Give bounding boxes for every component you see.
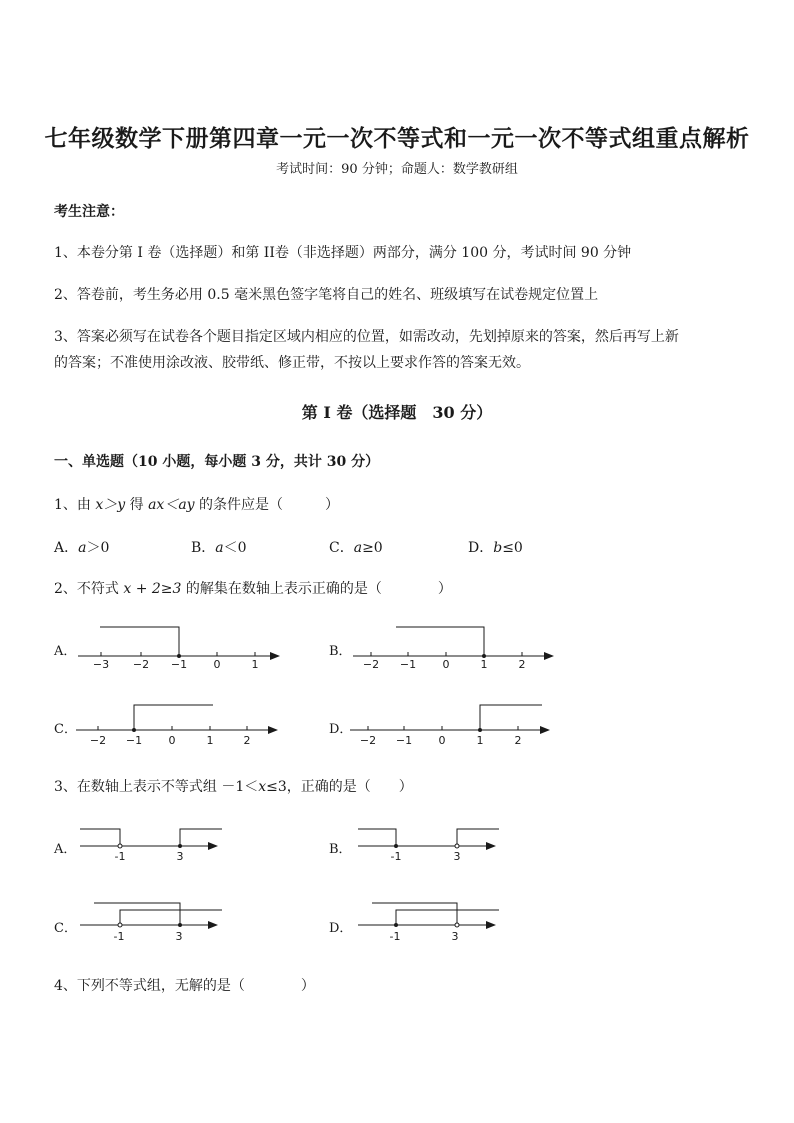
q1-condition-1: x＞y	[95, 497, 126, 513]
page-title: 七年级数学下册第四章一元一次不等式和一元一次不等式组重点解析	[44, 125, 750, 152]
q2-option-b-label[interactable]: B．	[329, 644, 352, 659]
q1-option-b[interactable]	[191, 537, 247, 557]
tick-label: 1	[476, 734, 484, 747]
part-heading: 一、单选题（10 小题，每小题 3 分，共计 30 分）	[54, 454, 380, 470]
tick-label: 3	[175, 930, 183, 943]
tick-label: 2	[518, 658, 526, 671]
q2-expression: x + 2≥3	[123, 581, 182, 597]
q3-text-before: 3、在数轴上表示不等式组 －1＜	[54, 779, 259, 795]
question-3	[54, 776, 413, 796]
option-rel: ≥0	[362, 540, 383, 556]
tick-label: −2	[132, 658, 150, 671]
tick-label: −1	[399, 658, 417, 671]
option-letter: B．	[191, 540, 216, 556]
tick-label: 0	[168, 734, 176, 747]
tick-label: −1	[125, 734, 143, 747]
option-letter: D．	[468, 540, 494, 556]
option-letter: A．	[54, 540, 79, 556]
q3-option-a-number-line[interactable]	[76, 822, 226, 864]
tick-label: −2	[89, 734, 107, 747]
option-var: a	[78, 540, 87, 556]
q1-tail: 的条件应是（ ）	[194, 497, 340, 513]
q2-text-after: 的解集在数轴上表示正确的是（ ）	[181, 581, 452, 597]
tick-label: 2	[243, 734, 251, 747]
q1-option-c[interactable]	[329, 537, 383, 557]
tick-label: −3	[92, 658, 110, 671]
option-letter: C．	[329, 540, 354, 556]
tick-label: -1	[390, 850, 402, 863]
q3-text-after: ≤3，正确的是（ ）	[266, 779, 413, 795]
notice-item-3: 3、答案必须写在试卷各个题目指定区域内相应的位置，如需改动，先划掉原来的答案，然后再写上新	[54, 329, 679, 345]
option-var: a	[353, 540, 363, 556]
tick-label: 0	[213, 658, 221, 671]
tick-label: −1	[395, 734, 413, 747]
q3-option-d-label[interactable]: D．	[329, 921, 353, 936]
q1-option-a[interactable]	[54, 537, 109, 557]
tick-label: −2	[359, 734, 377, 747]
q1-mid: 得	[125, 497, 149, 513]
notice-heading: 考生注意：	[54, 204, 124, 220]
tick-label: −1	[170, 658, 188, 671]
q1-condition-2: ax＜ay	[148, 497, 195, 513]
tick-label: 3	[451, 930, 459, 943]
question-2	[54, 578, 452, 598]
tick-label: 2	[514, 734, 522, 747]
tick-label: 3	[176, 850, 184, 863]
q3-option-b-label[interactable]: B．	[329, 842, 352, 857]
tick-label: -1	[389, 930, 401, 943]
q1-number: 1、由	[54, 497, 96, 513]
tick-label: -1	[113, 930, 125, 943]
tick-label: −2	[362, 658, 380, 671]
tick-label: 1	[206, 734, 214, 747]
q2-option-c-number-line[interactable]	[72, 698, 287, 748]
question-4: 4、下列不等式组，无解的是（ ）	[54, 978, 315, 994]
option-var: b	[493, 540, 503, 556]
q2-option-b-number-line[interactable]	[348, 620, 563, 670]
q2-option-c-label[interactable]: C．	[54, 722, 77, 737]
question-1	[54, 494, 339, 514]
exam-info: 考试时间：90 分钟；命题人：数学教研组	[276, 162, 518, 177]
q3-option-c-number-line[interactable]	[76, 898, 226, 942]
tick-label: 1	[251, 658, 259, 671]
q1-option-d[interactable]	[468, 537, 523, 557]
q3-variable: x	[258, 779, 267, 795]
q3-option-c-label[interactable]: C．	[54, 921, 77, 936]
tick-label: 1	[480, 658, 488, 671]
notice-item-2: 2、答卷前，考生务必用 0.5 毫米黑色签字笔将自己的姓名、班级填写在试卷规定位置上	[54, 287, 599, 303]
q2-option-d-label[interactable]: D．	[329, 722, 353, 737]
q3-option-d-number-line[interactable]	[354, 898, 504, 942]
notice-item-1: 1、本卷分第 I 卷（选择题）和第 II卷（非选择题）两部分，满分 100 分，考试时间 90 分钟	[54, 245, 632, 261]
section-title: 第 I 卷（选择题 30 分）	[301, 403, 493, 422]
notice-item-3-cont: 的答案；不准使用涂改液、胶带纸、修正带，不按以上要求作答的答案无效。	[54, 355, 530, 371]
tick-label: 3	[453, 850, 461, 863]
option-var: a	[215, 540, 224, 556]
option-rel: ≤0	[502, 540, 523, 556]
tick-label: 0	[442, 658, 450, 671]
tick-label: -1	[114, 850, 126, 863]
q2-option-d-number-line[interactable]	[348, 698, 558, 748]
option-rel: ＞0	[86, 540, 110, 556]
option-rel: ＜0	[223, 540, 247, 556]
q2-option-a-label[interactable]: A．	[54, 644, 77, 659]
tick-label: 0	[438, 734, 446, 747]
q2-option-a-number-line[interactable]	[70, 620, 290, 670]
q3-option-a-label[interactable]: A．	[54, 842, 77, 857]
q3-option-b-number-line[interactable]	[354, 822, 504, 864]
q2-text-before: 2、不符式	[54, 581, 124, 597]
